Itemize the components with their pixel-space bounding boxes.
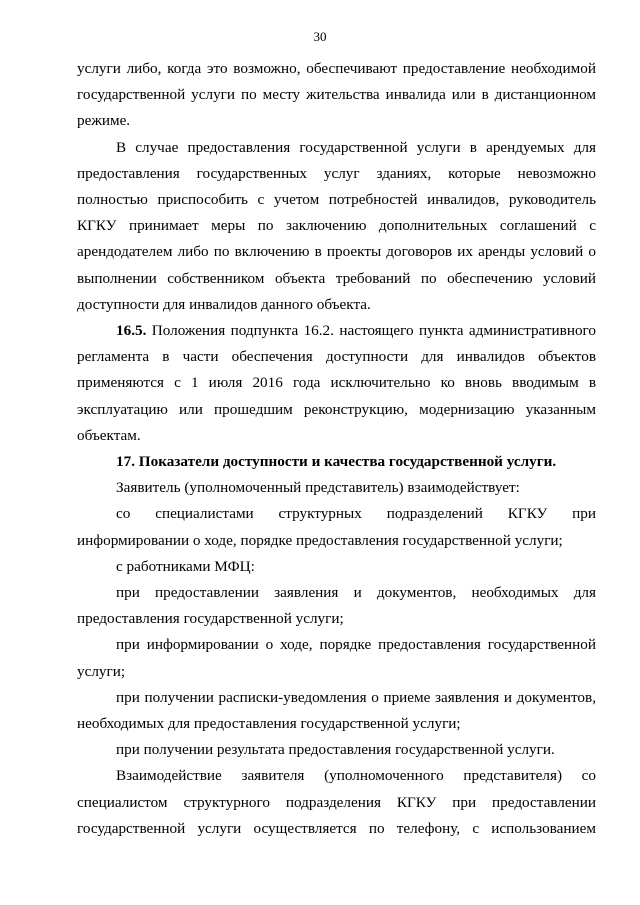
paragraph-applicant-interacts: Заявитель (уполномоченный представитель) взаимодействует: <box>116 479 520 497</box>
list-item-receipt: при получении расписки-уведомления о приеме заявления и документов, необходимых для предоставления государственной услуги; <box>77 688 596 733</box>
document-body <box>77 56 596 842</box>
paragraph-with-specialists: со специалистами структурных подразделений КГКУ при информировании о ходе, порядке предоставления государственной услуги; <box>77 505 596 549</box>
list-item-submission: при предоставлении заявления и документов, необходимых для предоставления государственной услуги; <box>77 584 596 628</box>
paragraph-rented-buildings: В случае предоставления государственной услуги в арендуемых для предоставления государственных услуг зданиях, которые невозможно полностью приспособить с учетом потребностей инвалидов, руководитель КГКУ принимает меры по заключению дополнительных соглашений с арендодателем либо по включению в проекты договоров их аренды условий о выполнении собственником объекта требований по обеспечению условий доступности для инвалидов данного объекта. <box>77 138 596 313</box>
page-number: 30 <box>313 29 327 44</box>
paragraph-with-mfc: с работниками МФЦ: <box>116 557 255 575</box>
paragraph-16-5 <box>77 318 596 449</box>
clause-number: 16.5. <box>116 322 147 340</box>
list-item-result: при получении результата предоставления государственной услуги. <box>116 741 555 759</box>
paragraph-interaction: Взаимодействие заявителя (уполномоченного представителя) со специалистом структурного подразделения КГКУ при предоставлении государственной услуги осуществляется по телефону, с использованием <box>77 767 596 837</box>
list-item-informing: при информировании о ходе, порядке предоставления государственной услуги; <box>77 636 596 680</box>
paragraph-continuation: услуги либо, когда это возможно, обеспечивают предоставление необходимой государственной услуги по месту жительства инвалида или в дистанционном режиме. <box>77 60 596 130</box>
section-heading: 17. Показатели доступности и качества государственной услуги. <box>116 453 557 471</box>
clause-text: Положения подпункта 16.2. настоящего пункта административного регламента в части обеспечения доступности для инвалидов объектов применяются с 1 июля 2016 года исключительно ко вновь вводимым в эксплуатацию или прошедшим реконструкцию, модернизацию указанным объектам. <box>77 322 596 444</box>
